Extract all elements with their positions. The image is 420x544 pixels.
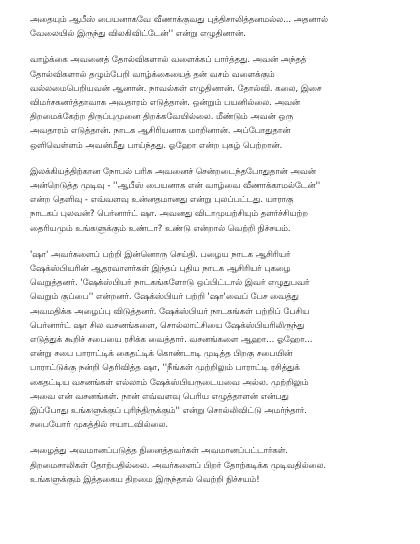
text-line: பாராட்டுக்கு நன்றி தெரிவித்த ஷா, ''நீங்கள் முற்றிலும் பாராட்டி ரசித்துக் (30, 362, 300, 373)
text-line: வெறுத்தனர். 'ஷேக்ஸ்பியர் நாடகங்களோடு ஒப்பிட்டால் இவர் எழுதுபவர் (30, 277, 310, 288)
text-line: 'ஷா' அவர்களைப் பற்றி இன்னொரு செய்தி. பழைய நாடக ஆசிரியர் (30, 248, 291, 259)
paragraph-4 (30, 247, 396, 432)
text-line: அதையும் ஆபீஸ் பையனாகவே வீணாக்குவது புத்திசாலித்தனமல்ல... அதனால் (30, 14, 328, 24)
text-line: விமர்சகனர்த்தாவாக அவதாரம் எடுத்தான். ஒன்றும் பயனில்லை. அவன் (30, 97, 301, 108)
text-line: தைரியமும் உங்களுக்கும் உண்டா? உண்டு என்றால் வெற்றி நிச்சயம். (30, 222, 291, 233)
text-line: வல்லமைபெறியவன் ஆனான். நாவல்கள் எழுதினான். தோல்வி. கலை, இசை (30, 82, 322, 93)
text-line: வேலையில் இருந்து விலகிவிட்டேன்'' என்று எழுதினான். (30, 28, 246, 39)
text-line: பெர்னார்ட் ஷா சில வசனங்களை, சொல்லாட்சியை ஷேக்ஸ்பியரிலிருந்து (30, 319, 305, 330)
text-line: உங்களுக்கும் இத்தகைய திறமை இருந்தால் வெற்றி நிச்சயம்! (30, 473, 260, 484)
text-line: இலக்கியத்திற்கான நோபல் பரிசு அவனைச் சென்றடைந்தபோதுதான் அவன் (30, 165, 316, 176)
paragraph-1 (30, 12, 396, 40)
text-line: எடுத்துக் கூறிச் சபையை ரசிக்க வைத்தார். வசனங்களை ஆஹா... ஓஹோ... (30, 334, 313, 345)
text-line: திறமைசாலிகள் தோற்பதில்லை. அவர்களைப் பிறர் தோற்கடிக்க முடிவதில்லை. (30, 459, 327, 470)
text-line: வாழ்க்கை அவனைத் தோல்விகளால் வளைக்கப் பார்த்தது. அவன் அந்தத் (30, 54, 307, 65)
text-line: சபையோர் முகத்தில் ஈயாடவில்லை. (30, 419, 169, 430)
text-line: அவமதிக்க அழைப்பு விடுத்தனர். ஷேக்ஸ்பியர் நாடகங்கள் பற்றிப் பேசிய (30, 305, 310, 316)
text-line: அவதாரம் எடுத்தான். நாடக ஆசிரியனாக மாறினான். அப்போதுதான் (30, 125, 291, 136)
text-line: அன்றெடுத்த முடிவு - ''ஆபீஸ் பையனாக என் வாழ்வை வீணாக்காமல்டேன்'' (30, 180, 321, 191)
paragraph-3 (30, 164, 396, 235)
text-line: என்று சபை பாராட்டிக் கைதட்டிக் கொண்டாடி முடித்த பிறகு சபையின் (30, 348, 293, 359)
text-line: வெறும் குப்பை'' என்றனர். ஷேக்ஸ்பியர் பற்றி 'ஷா'வைப் பேச வைத்து (30, 291, 299, 302)
text-line: தோல்விகளால் தழும்பேறி வாழ்க்கையைத் தன் வசம் வளைக்கும் (30, 68, 275, 79)
text-line: கைதட்டிய வசனங்கள் எல்லாம் ஷேக்ஸ்பியருடையவை அல்ல. முற்றிலும் (30, 376, 309, 387)
text-line: ஒளிவெள்ளம் அவன்மீது பாய்ந்தது. ஓஹோ என்ற புகழ் பெற்றான். (30, 139, 283, 150)
text-line: ஷேக்ஸ்பியரின் ஆதரவாளர்கள் இந்தப் புதிய நாடக ஆசிரியர் புகழை (30, 263, 291, 274)
text-line: இப்போது உங்களுக்குப் புரிந்திருக்கும்'' என்று சொல்லிவிட்டு அமர்ந்தார். (30, 405, 307, 416)
text-line: அழைத்து அவமானப்படுத்த நினைத்தவர்கள் அவமானப்பட்டார்கள். (30, 445, 288, 456)
paragraph-5 (30, 443, 396, 486)
text-line: நாடகப் புலவன்? பெர்னார்ட் ஷா. அவனது விடாமுயற்சியும் தளர்ச்சியற்ற (30, 208, 308, 219)
text-line: என்ற தெளிவு - எவ்வளவு உன்னதமானது என்று புலப்பட்டது. யாராகு (30, 194, 294, 205)
text-line: அவை என் வசனங்கள். நான் எவ்வளவு பெரிய எழுத்தாளன் என்பது (30, 390, 289, 401)
document-page (30, 12, 396, 498)
text-line: திறமைக்கேற்ற திருப்புமுனை திறக்கவேயில்லை. மீண்டும் அவன் ஒரு (30, 111, 294, 122)
paragraph-2 (30, 52, 396, 151)
